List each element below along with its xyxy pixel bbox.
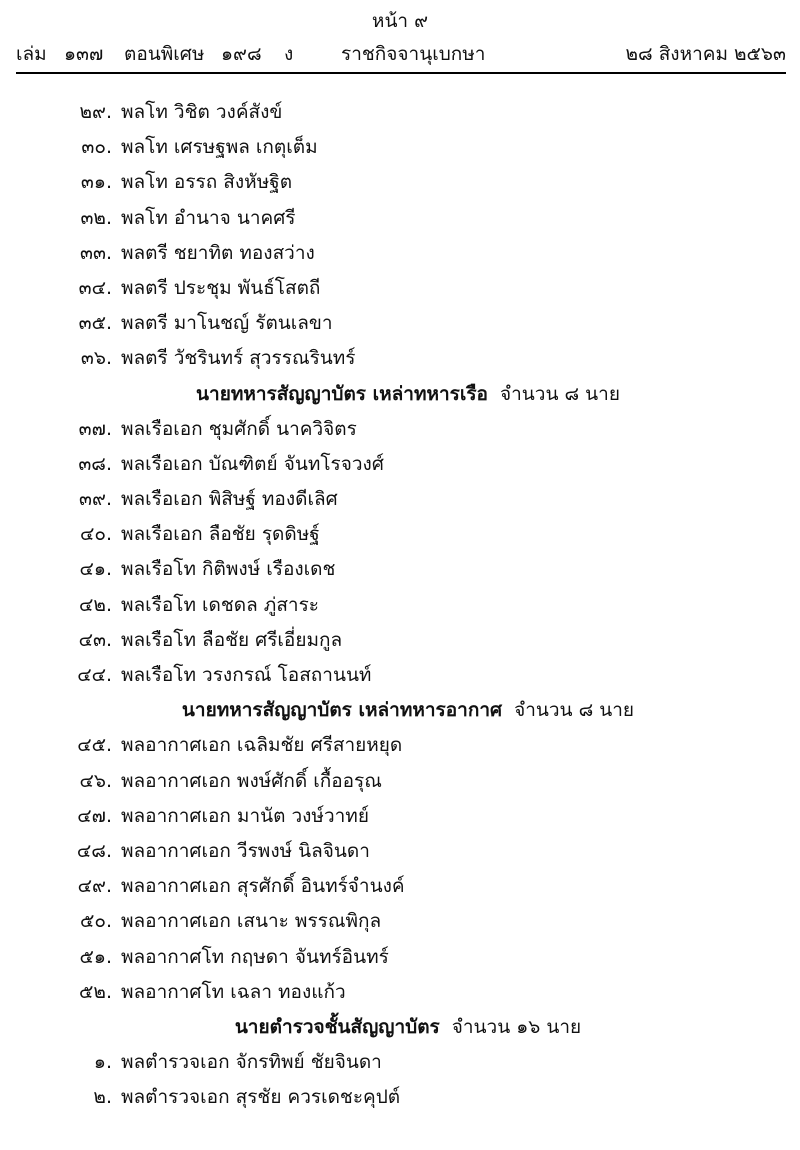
list-item xyxy=(0,728,800,763)
item-number: ๓๗. xyxy=(78,417,112,440)
item-name: พลโท เศรษฐพล เกตุเต็ม xyxy=(121,136,318,159)
section-heading-air-force xyxy=(8,693,800,728)
item-name: พลตำรวจเอก จักรทิพย์ ชัยจินดา xyxy=(121,1051,382,1074)
section-title: นายทหารสัญญาบัตร เหล่าทหารเรือ xyxy=(196,382,488,405)
list-item xyxy=(0,165,800,200)
item-number: ๒๙. xyxy=(79,101,112,123)
item-name: พลอากาศเอก เฉลิมชัย ศรีสายหยุด xyxy=(121,734,403,757)
item-number: ๔๔. xyxy=(77,664,112,686)
item-name: พลอากาศเอก เสนาะ พรรณพิกุล xyxy=(121,910,382,933)
header-rule xyxy=(16,72,786,74)
item-name: พลตรี ประชุม พันธ์โสตถี xyxy=(121,276,321,299)
section-title: นายทหารสัญญาบัตร เหล่าทหารอากาศ xyxy=(181,699,503,722)
item-name: พลโท วิชิต วงค์สังข์ xyxy=(121,101,283,123)
list-item xyxy=(0,271,800,306)
item-number: ๔๖. xyxy=(79,769,112,792)
item-number: ๓๑. xyxy=(80,171,112,194)
item-name: พลตำรวจเอก สุรชัย ควรเดชะคุปต์ xyxy=(121,1086,401,1109)
list-item xyxy=(0,236,800,271)
item-number: ๔๑. xyxy=(79,558,112,581)
list-item xyxy=(0,1045,800,1080)
item-number: ๔๙. xyxy=(77,875,112,898)
item-number: ๕๑. xyxy=(79,945,112,968)
page-number: หน้า ๙ xyxy=(371,10,429,32)
item-name: พลตรี มาโนชญ์ รัตนเลขา xyxy=(121,312,333,335)
item-name: พลเรือโท กิติพงษ์ เรืองเดช xyxy=(121,558,336,581)
item-name: พลอากาศเอก พงษ์ศักดิ์ เกื้ออรุณ xyxy=(121,769,382,792)
list-item xyxy=(0,412,800,447)
item-number: ๓๒. xyxy=(80,206,112,229)
item-number: ๔๒. xyxy=(79,593,112,616)
item-number: ๔๕. xyxy=(77,734,112,757)
list-item xyxy=(0,201,800,236)
item-name: พลโท อำนาจ นาคศรี xyxy=(121,206,296,229)
list-item xyxy=(0,975,800,1010)
list-item xyxy=(0,940,800,975)
item-name: พลเรือโท เดชดล ภู่สาระ xyxy=(121,593,319,616)
part-label: ตอนพิเศษ xyxy=(124,43,205,65)
item-number: ๔๐. xyxy=(79,523,112,546)
list-item xyxy=(0,834,800,869)
item-number: ๑. xyxy=(93,1051,112,1074)
item-number: ๓๙. xyxy=(79,488,112,511)
name-list xyxy=(0,95,800,1115)
list-item xyxy=(0,658,800,693)
item-name: พลเรือเอก พิสิษฐ์ ทองดีเลิศ xyxy=(121,488,338,511)
item-number: ๓๘. xyxy=(78,452,112,475)
item-name: พลตรี วัชรินทร์ สุวรรณรินทร์ xyxy=(121,347,356,370)
item-name: พลเรือโท ลือชัย ศรีเอี่ยมกูล xyxy=(121,628,343,651)
section-heading-navy xyxy=(8,377,800,412)
list-item xyxy=(0,588,800,623)
item-number: ๕๐. xyxy=(79,910,112,933)
list-item xyxy=(0,1080,800,1115)
list-item xyxy=(0,341,800,376)
item-number: ๔๓. xyxy=(78,628,112,651)
list-item xyxy=(0,482,800,517)
item-name: พลโท อรรถ สิงหัษฐิต xyxy=(121,171,293,194)
publication-date: ๒๘ สิงหาคม ๒๕๖๓ xyxy=(625,43,786,65)
item-name: พลตรี ชยาทิต ทองสว่าง xyxy=(121,241,315,264)
list-item xyxy=(0,869,800,904)
item-number: ๓๔. xyxy=(78,276,112,299)
item-name: พลเรือเอก ชุมศักดิ์ นาควิจิตร xyxy=(121,417,357,440)
list-item xyxy=(0,552,800,587)
volume-label: เล่ม xyxy=(16,43,47,65)
list-item xyxy=(0,517,800,552)
list-item xyxy=(0,447,800,482)
list-item xyxy=(0,130,800,165)
item-name: พลเรือโท วรงกรณ์ โอสถานนท์ xyxy=(121,664,372,686)
part-number: ๑๙๘ xyxy=(221,43,262,65)
item-number: ๓๐. xyxy=(81,136,112,159)
running-header xyxy=(16,40,786,68)
volume-number: ๑๓๗ xyxy=(64,43,104,65)
item-number: ๕๒. xyxy=(79,980,112,1003)
list-item xyxy=(0,95,800,130)
item-name: พลเรือเอก ลือชัย รุดดิษฐ์ xyxy=(121,523,320,546)
section-title: นายตำรวจชั้นสัญญาบัตร xyxy=(234,1015,440,1038)
item-name: พลอากาศโท เฉลา ทองแก้ว xyxy=(121,980,346,1003)
section-count: จำนวน ๑๖ นาย xyxy=(451,1015,582,1038)
item-name: พลอากาศโท กฤษดา จันทร์อินทร์ xyxy=(121,945,389,968)
list-item xyxy=(0,764,800,799)
item-number: ๓๕. xyxy=(78,312,112,335)
list-item xyxy=(0,799,800,834)
part-letter: ง xyxy=(284,43,294,65)
item-number: ๓๓. xyxy=(79,241,112,264)
section-count: จำนวน ๘ นาย xyxy=(499,382,620,405)
item-number: ๓๖. xyxy=(80,347,112,370)
section-heading-police xyxy=(8,1010,800,1045)
item-name: พลอากาศเอก มานัต วงษ์วาทย์ xyxy=(121,804,369,827)
item-number: ๒. xyxy=(93,1086,112,1109)
list-item xyxy=(0,904,800,939)
list-item xyxy=(0,306,800,341)
gazette-title: ราชกิจจานุเบกษา xyxy=(341,43,486,65)
item-number: ๔๗. xyxy=(77,804,112,827)
item-number: ๔๘. xyxy=(76,839,112,862)
item-name: พลเรือเอก บัณฑิตย์ จันทโรจวงศ์ xyxy=(121,452,384,475)
item-name: พลอากาศเอก วีรพงษ์ นิลจินดา xyxy=(121,839,370,862)
section-count: จำนวน ๘ นาย xyxy=(514,699,635,722)
list-item xyxy=(0,623,800,658)
item-name: พลอากาศเอก สุรศักดิ์ อินทร์จำนงค์ xyxy=(121,875,405,898)
